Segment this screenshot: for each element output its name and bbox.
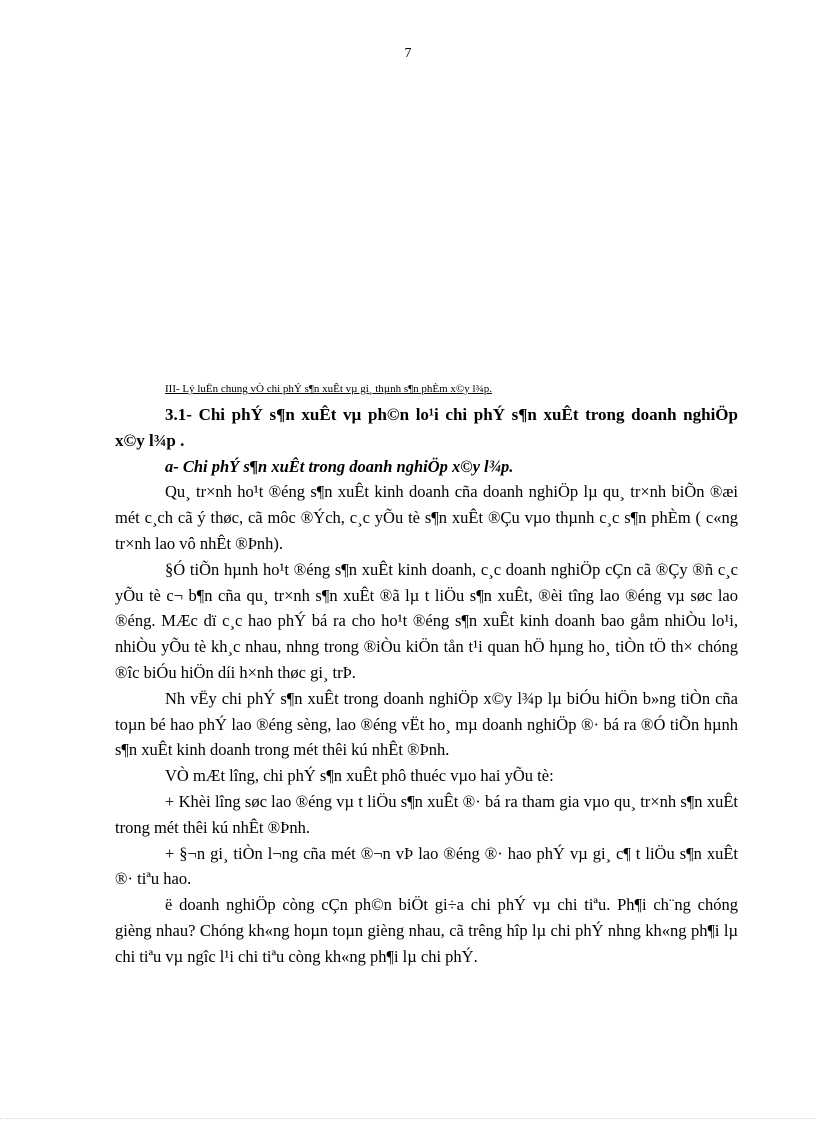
subheading-a: a- Chi phÝ s¶n xuÊt trong doanh nghiÖp x©y l¾p.	[165, 456, 514, 476]
document-body	[115, 402, 738, 970]
section-heading: III- Lý luËn chung vÒ chi phÝ s¶n xuÊt vµ gi¸ thµnh s¶n phÈm x©y l¾p.	[165, 383, 493, 395]
paragraph: + Khèi lîng søc lao ®éng vµ t liÖu s¶n xuÊt ®· bá ra tham gia vµo qu¸ tr×nh s¶n xuÊt trong mét thêi kú nhÊt ®Þnh.	[115, 791, 738, 837]
paragraph: VÒ mÆt lîng, chi phÝ s¶n xuÊt phô thuéc vµo hai yÕu tè:	[165, 766, 554, 786]
paragraph: ë doanh nghiÖp còng cÇn ph©n biÖt gi÷a chi phÝ vµ chi tiªu. Ph¶i ch¨ng chóng gièng nhau? Chóng kh«ng hoµn toµn gièng nhau, cã trêng hîp lµ chi phÝ nhng kh«ng ph¶i lµ chi tiªu vµ ngîc l¹i chi tiªu còng kh«ng ph¶i lµ chi phÝ.	[115, 895, 738, 966]
page-number: 7	[404, 46, 412, 61]
paragraph: Qu¸ tr×nh ho¹t ®éng s¶n xuÊt kinh doanh cña doanh nghiÖp lµ qu¸ tr×nh biÕn ®æi mét c¸ch cã ý thøc, cã môc ®Ých, c¸c yÕu tè s¶n xuÊt ®Çu vµo thµnh c¸c s¶n phÈm ( c«ng tr×nh lao vô nhÊt ®Þnh).	[115, 482, 738, 553]
paragraph: + §¬n gi¸ tiÒn l¬ng cña mét ®¬n vÞ lao ®éng ®· hao phÝ vµ gi¸ c¶ t liÖu s¶n xuÊt ®· tiªu hao.	[115, 843, 738, 889]
page-bottom-divider	[0, 1118, 816, 1119]
paragraph: Nh vËy chi phÝ s¶n xuÊt trong doanh nghiÖp x©y l¾p lµ biÓu hiÖn b»ng tiÒn cña toµn bé hao phÝ lao ®éng sèng, lao ®éng vËt ho¸ mµ doanh nghiÖp ®· bá ra ®Ó tiÕn hµnh s¶n xuÊt kinh doanh trong mét thêi kú nhÊt ®Þnh.	[115, 688, 738, 760]
subheading-3-1: 3.1- Chi phÝ s¶n xuÊt vµ ph©n lo¹i chi phÝ s¶n xuÊt trong doanh nghiÖp x©y l¾p .	[115, 405, 738, 450]
paragraph: §Ó tiÕn hµnh ho¹t ®éng s¶n xuÊt kinh doanh, c¸c doanh nghiÖp cÇn cã ®Çy ®ñ c¸c yÕu tè c¬ b¶n cña qu¸ tr×nh s¶n xuÊt ®ã lµ t liÖu s¶n xuÊt, ®èi tîng lao ®éng vµ søc lao ®éng. MÆc dï c¸c hao phÝ bá ra cho ho¹t ®éng s¶n xuÊt kinh doanh bao gåm nhiÒu lo¹i, nhiÒu yÕu tè kh¸c nhau, nhng trong ®iÒu kiÖn tån t¹i quan hÖ hµng ho¸ tiÒn tÖ th× chóng ®îc biÓu hiÖn díi h×nh thøc gi¸ trÞ.	[115, 559, 738, 682]
